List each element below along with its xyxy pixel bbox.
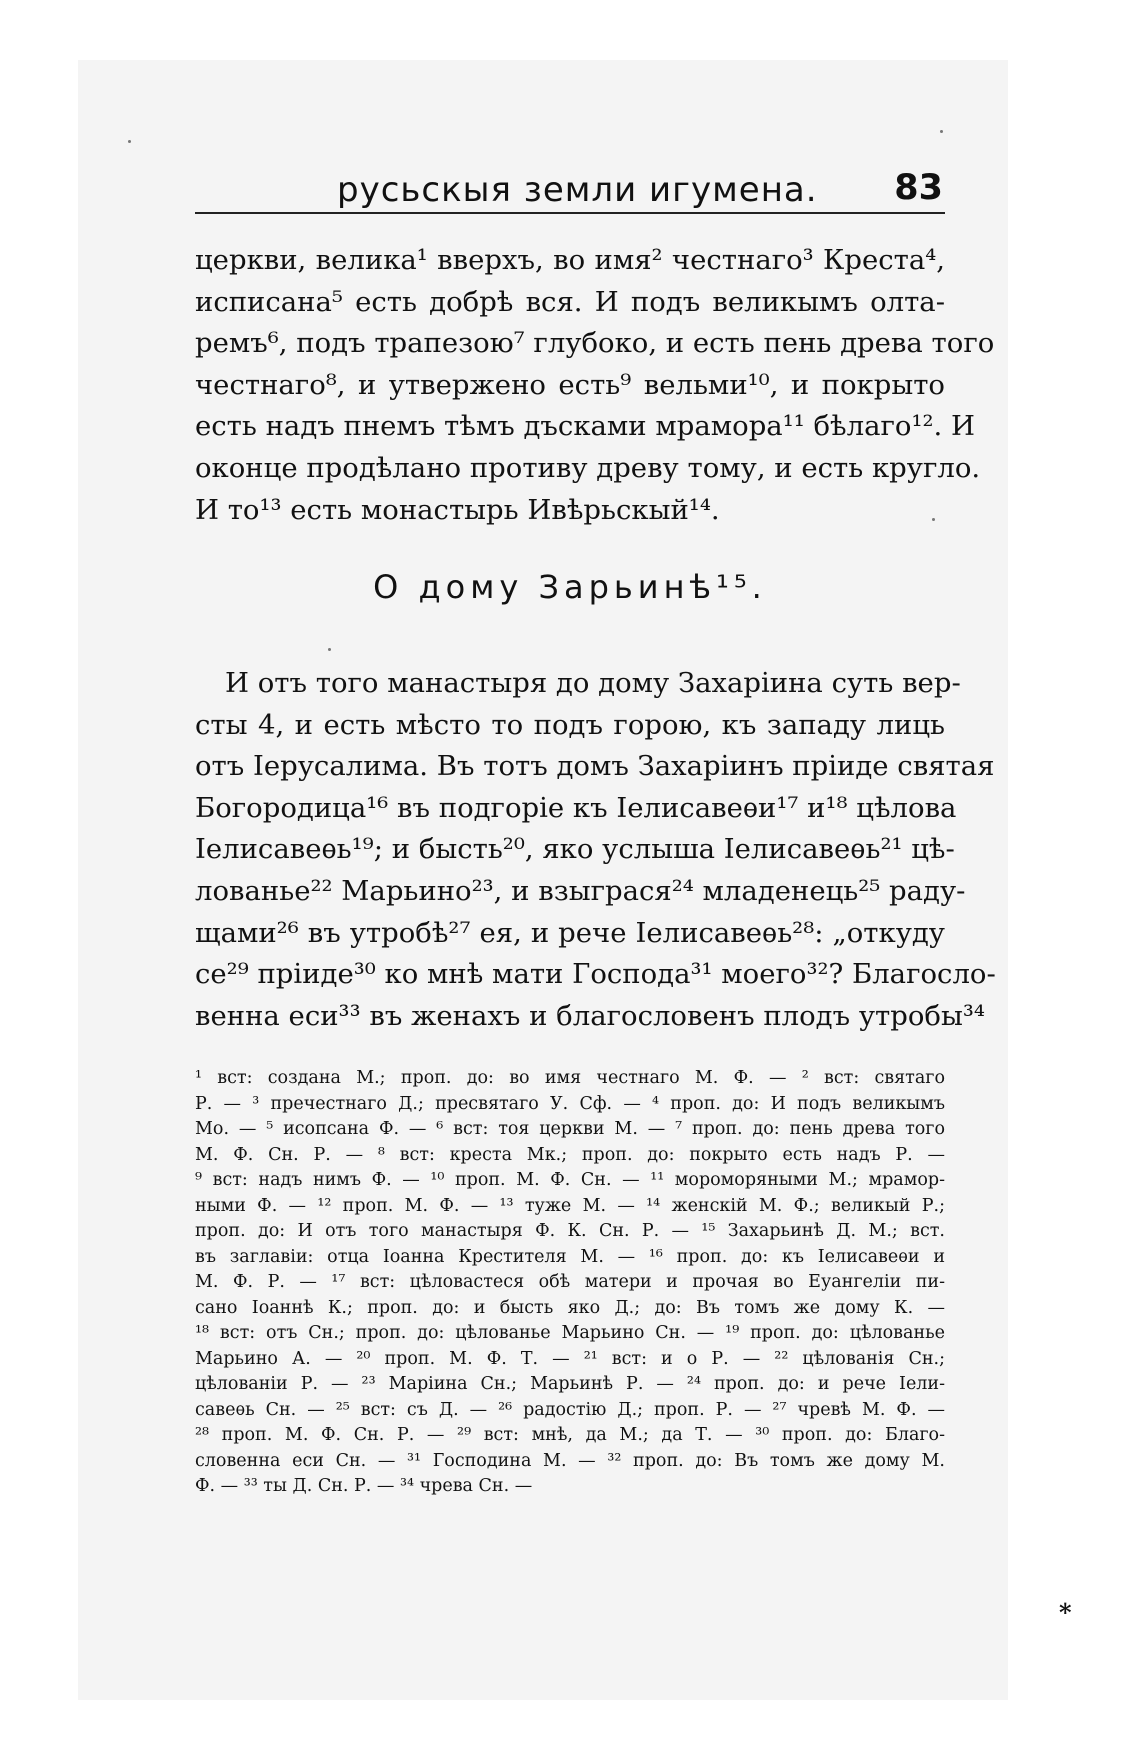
footnote-line: словенна еси Сн. — ³¹ Господина М. — ³² проп. до: Въ томъ же дому М. <box>195 1450 945 1471</box>
text-line: церкви, велика¹ вверхъ, во имя² честнаго³ Креста⁴, <box>195 244 945 276</box>
text-line: Богородица¹⁶ въ подгоріе къ Іелисавеѳи¹⁷ и¹⁸ цѣлова <box>195 791 957 824</box>
scan-speck <box>940 130 943 133</box>
paragraph-2 <box>195 663 996 1037</box>
text-line: лованье²² Марьино²³, и взыграся²⁴ младенець²⁵ раду- <box>195 874 966 907</box>
footnote-line: Мо. — ⁵ исопсана Ф. — ⁶ вст: тоя церкви М. — ⁷ проп. до: пень древа того <box>195 1119 945 1139</box>
footnote-line: ными Ф. — ¹² проп. М. Ф. — ¹³ туже М. — ¹⁴ женскій М. Ф.; великый Р.; <box>195 1195 945 1216</box>
footnote-line: Марьино А. — ²⁰ проп. М. Ф. Т. — ²¹ вст: и о Р. — ²² цѣлованія Сн.; <box>195 1348 945 1369</box>
page-number: 83 <box>894 168 943 208</box>
text-line: И отъ того манастыря до дому Захаріина суть вер- <box>225 667 961 699</box>
footnote-line: ¹ вст: создана М.; проп. до: во имя честнаго М. Ф. — ² вст: святаго <box>195 1068 945 1088</box>
footnote-line: въ заглавіи: отца Іоанна Крестителя М. — ¹⁶ проп. до: къ Іелисавеѳи и <box>195 1246 945 1267</box>
footnote-line: Р. — ³ пречестнаго Д.; пресвятаго У. Сф. — ⁴ проп. до: И подъ великымъ <box>195 1093 945 1114</box>
bottom-asterisk: * <box>1059 1598 1072 1627</box>
running-title: русьскыя земли игумена. <box>337 170 818 210</box>
footnote-line: М. Ф. Сн. Р. — ⁸ вст: креста Мк.; проп. до: покрыто есть надъ Р. — <box>195 1144 945 1165</box>
text-line: сты 4, и есть мѣсто то подъ горою, къ западу лиць <box>195 708 945 741</box>
text-line: оконце продѣлано противу древу тому, и есть кругло. <box>195 451 981 484</box>
text-line: И то¹³ есть монастырь Ивѣрьскый¹⁴. <box>195 493 720 526</box>
text-line: венна еси³³ въ женахъ и благословенъ плодъ утробы³⁴ <box>195 999 985 1032</box>
footnote-line: ²⁸ проп. М. Ф. Сн. Р. — ²⁹ вст: мнѣ, да М.; да Т. — ³⁰ проп. до: Благо- <box>195 1425 945 1445</box>
footnote-line: Ф. — ³³ ты Д. Сн. Р. — ³⁴ чрева Сн. — <box>195 1476 533 1496</box>
text-line: честнаго⁸, и утвержено есть⁹ вельми¹⁰, и покрыто <box>195 368 945 401</box>
footnote-line: сано Іоаннѣ К.; проп. до: и бысть яко Д.; до: Въ томъ же дому К. — <box>195 1297 945 1318</box>
text-line: отъ Іерусалима. Въ тотъ домъ Захаріинъ пріиде святая <box>195 750 995 783</box>
footnote-line: ¹⁸ вст: отъ Сн.; проп. до: цѣлованье Марьино Сн. — ¹⁹ проп. до: цѣлованье <box>195 1323 945 1343</box>
scan-speck <box>932 518 935 521</box>
scan-speck <box>128 140 131 143</box>
scan-speck <box>328 648 331 651</box>
text-line: щами²⁶ въ утробѣ²⁷ ея, и рече Іелисавеѳь²⁸: „откуду <box>195 916 945 949</box>
footnotes <box>195 1066 945 1500</box>
text-line: есть надъ пнемъ тѣмъ дъсками мрамора¹¹ бѣлаго¹². И <box>195 410 975 443</box>
footnote-line: ⁹ вст: надъ нимъ Ф. — ¹⁰ проп. М. Ф. Сн. — ¹¹ мороморяными М.; мрамор- <box>195 1170 945 1190</box>
text-line: исписана⁵ есть добрѣ вся. И подъ великымъ олта- <box>195 285 945 318</box>
text-line: Іелисавеѳь¹⁹; и бысть²⁰, яко услыша Іелисавеѳь²¹ цѣ- <box>195 833 955 866</box>
footnote-line: проп. до: И отъ того манастыря Ф. К. Сн. Р. — ¹⁵ Захарьинѣ Д. М.; вст. <box>195 1221 945 1241</box>
paragraph-1 <box>195 240 995 531</box>
section-heading: О дому Зарьинѣ¹⁵. <box>373 568 767 606</box>
footnote-line: савеѳь Сн. — ²⁵ вст: съ Д. — ²⁶ радостію Д.; проп. Р. — ²⁷ чревѣ М. Ф. — <box>195 1399 945 1420</box>
text-line: се²⁹ пріиде³⁰ ко мнѣ мати Господа³¹ моего³²? Благосло- <box>195 958 996 991</box>
text-line: ремъ⁶, подъ трапезою⁷ глубоко, и есть пень древа того <box>195 327 995 360</box>
footnote-line: цѣлованіи Р. — ²³ Маріина Сн.; Марьинѣ Р. — ²⁴ проп. до: и рече Іели- <box>195 1374 945 1394</box>
page-header <box>195 168 945 214</box>
footnote-line: М. Ф. Р. — ¹⁷ вст: цѣловастеся обѣ матери и прочая во Еуангеліи пи- <box>195 1272 945 1292</box>
